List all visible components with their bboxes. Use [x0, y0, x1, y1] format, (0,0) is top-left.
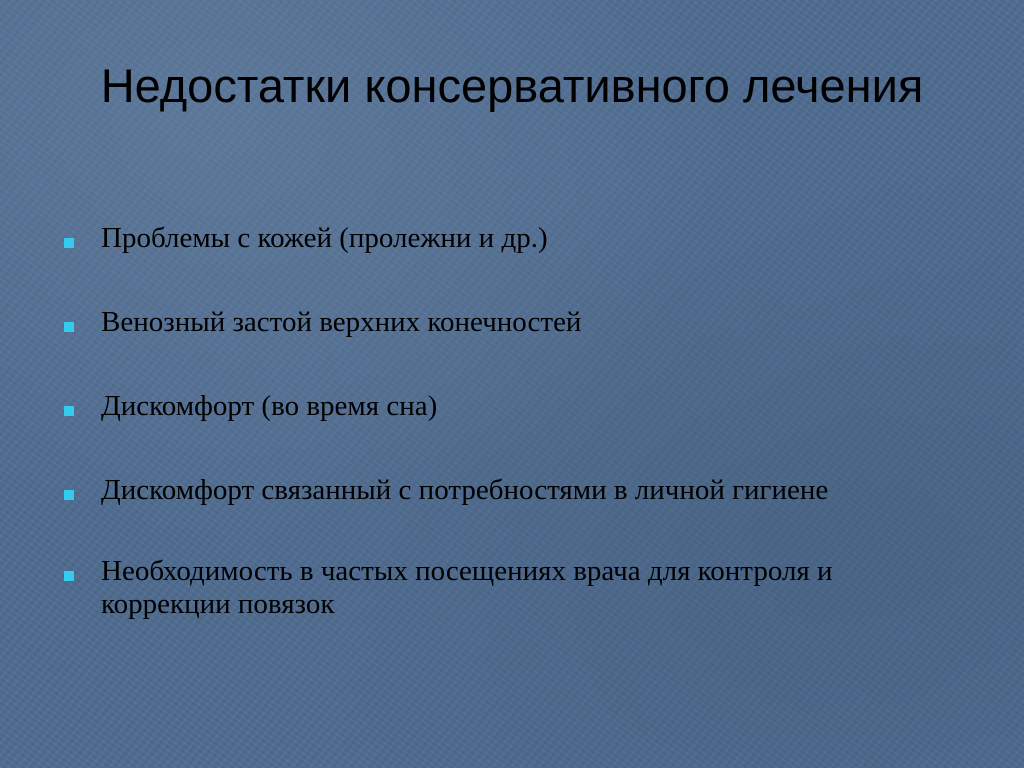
bullet-text: Венозный застой верхних конечностей	[101, 306, 582, 338]
bullet-list	[60, 222, 900, 672]
slide-title: Недостатки консервативного лечения	[100, 59, 924, 112]
list-item	[60, 390, 900, 423]
list-item	[60, 474, 900, 507]
list-item	[60, 222, 900, 255]
square-bullet-icon	[64, 571, 74, 581]
square-bullet-icon	[64, 490, 74, 500]
list-item	[60, 555, 900, 621]
bullet-text: Необходимость в частых посещениях врача для контроля и коррекции повязок	[101, 555, 833, 620]
bullet-text: Дискомфорт (во время сна)	[101, 390, 438, 422]
square-bullet-icon	[64, 322, 74, 332]
list-item	[60, 306, 900, 339]
bullet-text: Дискомфорт связанный с потребностями в личной гигиене	[101, 474, 829, 506]
square-bullet-icon	[64, 406, 74, 416]
bullet-text: Проблемы с кожей (пролежни и др.)	[101, 222, 548, 254]
square-bullet-icon	[64, 238, 74, 248]
